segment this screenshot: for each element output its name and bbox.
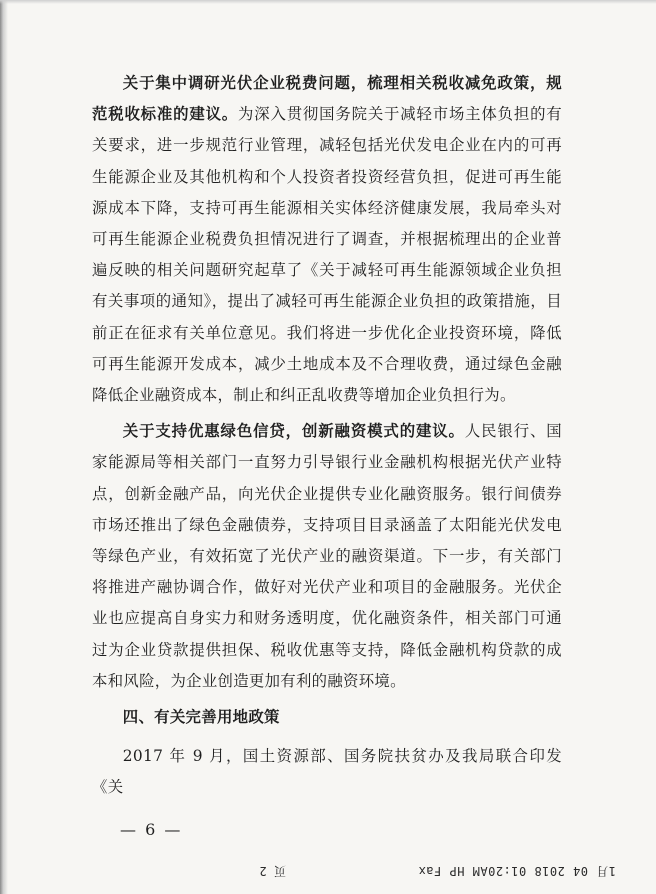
fax-page-number: 页 2 <box>259 864 286 878</box>
paragraph-tax-burden <box>92 68 562 411</box>
document-body <box>92 68 562 839</box>
paragraph-green-credit <box>92 416 562 697</box>
fax-header-text: 1月 04 2018 01:20AM HP Fax <box>418 864 616 878</box>
fax-footer-inverted <box>0 858 656 886</box>
scan-shadow-edge <box>0 0 8 894</box>
paragraph-lead: 关于支持优惠绿色信贷，创新融资模式的建议。 <box>122 422 465 441</box>
section-heading: 四、有关完善用地政策 <box>122 708 280 727</box>
paragraph-lead: 关于集中调研光伏企业税费问题，梳理相关税收减免政策，规范税收标准的建议。 <box>92 74 562 124</box>
paragraph-land-policy: 2017 年 9 月，国土资源部、国务院扶贫办及我局联合印发《关 <box>92 747 562 797</box>
paragraph-text: 人民银行、国家能源局等相关部门一直努力引导银行业金融机构根据光伏产业特点，创新金融产品，向光伏企业提供专业化融资服务。银行间债券市场还推出了绿色金融债券，支持项目目录涵盖了太阳能光伏发电等绿色产业，有效拓宽了光伏产业的融资渠道。下一步，有关部门将推进产融协调合作，做好对光伏产业和项目的金融服务。光伏企业也应提高自身实力和财务透明度，优化融资条件，相关部门可通过为企业贷款提供担保、税收优惠等支持，降低金融机构贷款的成本和风险，为企业创造更加有利的融资环境。 <box>92 422 562 690</box>
paragraph-text: 为深入贯彻国务院关于减轻市场主体负担的有关要求，进一步规范行业管理，减轻包括光伏发电企业在内的可再生能源企业及其他机构和个人投资者投资经营负担，促进可再生能源成本下降，支持可再生能源相关实体经济健康发展，我局牵头对可再生能源企业税费负担情况进行了调查，并根据梳理出的企业普遍反映的相关问题研究起草了《关于减轻可再生能源领域企业负担有关事项的通知》，提出了减轻可再生能源企业负担的政策措施，目前正在征求有关单位意见。我们将进一步优化企业投资环境，降低可再生能源开发成本，减少土地成本及不合理收费，通过绿色金融降低企业融资成本，制止和纠正乱收费等增加企业负担行为。 <box>92 105 562 405</box>
scan-shadow-top <box>0 0 656 4</box>
page-number: — 6 — <box>120 820 183 839</box>
